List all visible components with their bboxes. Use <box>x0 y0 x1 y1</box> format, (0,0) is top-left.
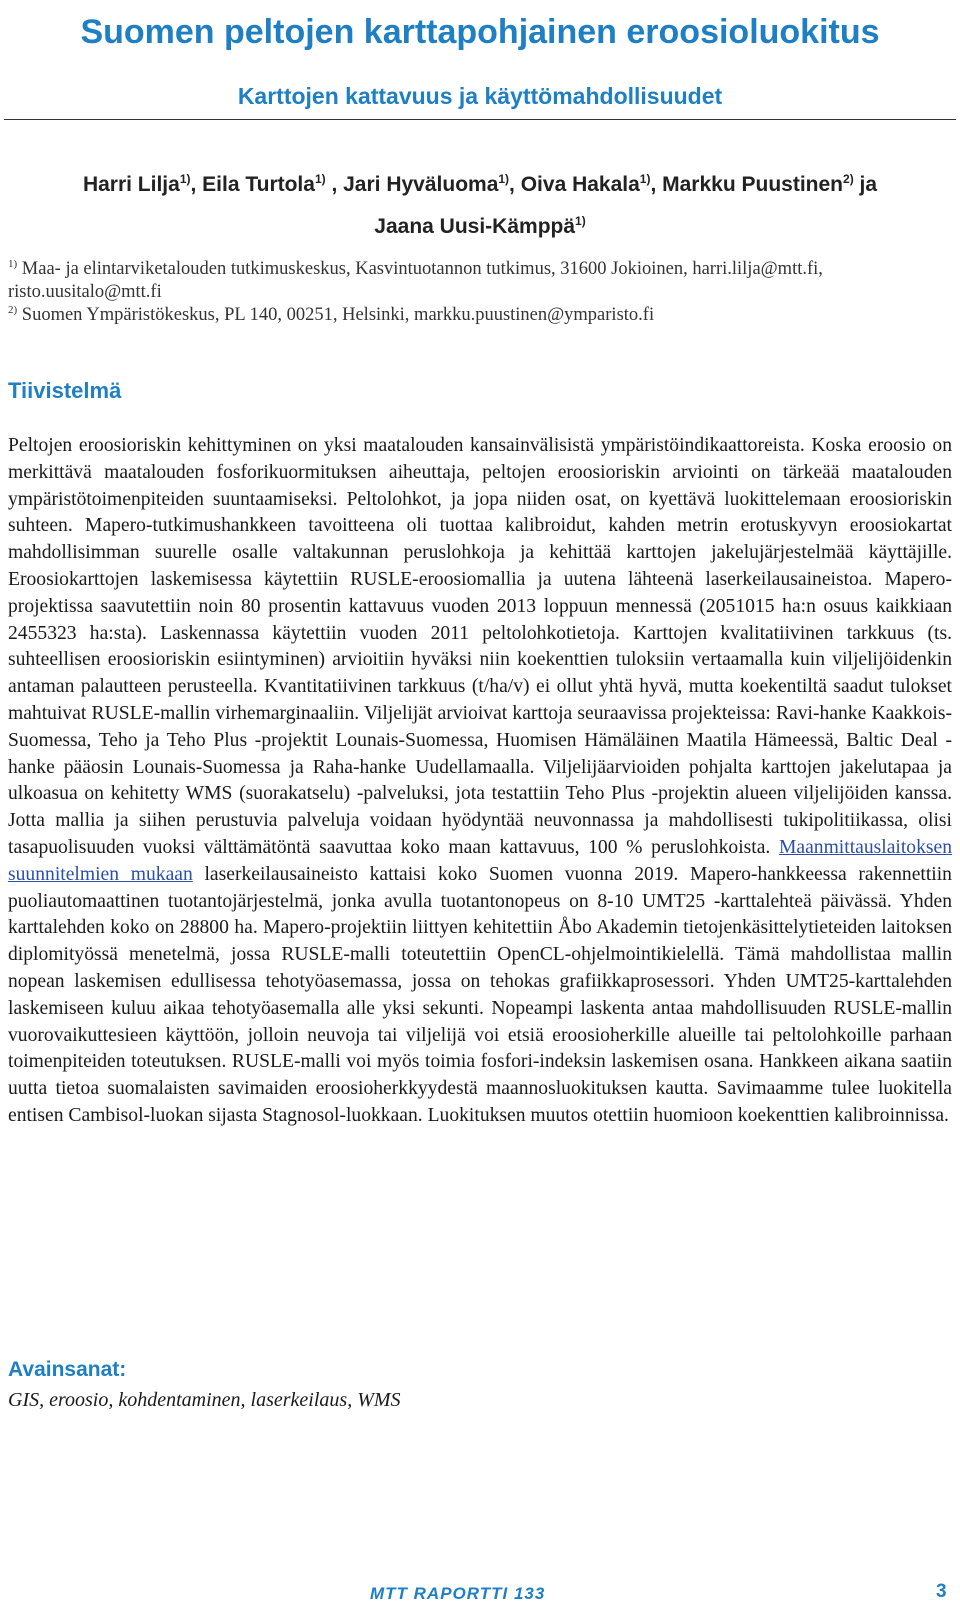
affiliation-mark: 1) <box>8 257 18 270</box>
author-list <box>0 164 960 248</box>
author-name: Jaana Uusi-Kämppä <box>374 215 576 238</box>
author-affiliation-mark: 1) <box>498 172 510 186</box>
affiliation-2 <box>8 304 948 327</box>
affiliation-text: Suomen Ympäristökeskus, PL 140, 00251, Helsinki, markku.puustinen@ymparisto.fi <box>17 305 655 325</box>
page-number: 3 <box>936 1581 947 1602</box>
author-affiliation-mark: 1) <box>179 172 191 186</box>
author-affiliation-mark: 2) <box>843 172 854 186</box>
affiliation-mark: 2) <box>8 303 18 316</box>
abstract-text: Peltojen eroosioriskin kehittyminen on yksi maatalouden kansainvälisistä ympäristöindikaattoreista. Koska eroosio on merkittävä maatalouden fosforikuormituksen aiheuttaja, peltojen eroosioriskin arviointi on tärkeää maatalouden ympäristötoimenpiteiden suuntaamiseksi. Peltolohkot, ja jopa niiden osat, on kyettävä luokittelemaan eroosioriskin suhteen. Mapero-tutkimushankkeen tavoitteena oli tuottaa kalibroidut, kahden metrin erotuskyvyn eroosiokartat mahdollisimman suurelle osalle valtakunnan peruslohkoja ja kehittää karttojen jakelujärjestelmää käyttäjille. Eroosiokarttojen laskemisessa käytettiin RUSLE-eroosiomallia ja uutena lähteenä laserkeilausaineistoa. Mapero-projektissa saavutettiin noin 80 prosentin kattavuus vuoden 2013 loppuun mennessä (2051015 ha:n osuus kaikkiaan 2455323 ha:sta). Laskennassa käytettiin vuoden 2011 peltolohkotietoja. Karttojen kvalitatiivinen tarkkuus (ts. suhteellisen eroosioriskin esiintyminen) arvioitiin hyväksi niin koekenttien tuloksiin vertaamalla kuin viljelijöidenkin antaman palautteen perusteella. Kvantitatiivinen tarkkuus (t/ha/v) ei ollut yhtä hyvä, mutta koekentiltä saadut tulokset mahtuivat RUSLE-mallin virhemarginaaliin. Viljelijät arvioivat karttoja seuraavissa projekteissa: Ravi-hanke Kaakkois-Suomessa, Teho ja Teho Plus -projektit Lounais-Suomessa, Huomisen Hämäläinen Maatila Hämeessä, Baltic Deal -hanke pääosin Lounais-Suomessa ja Raha-hanke Uudellamaalla. Viljelijäarvioiden pohjalta karttojen jakelutapaa ja ulkoasua on kehitetty WMS (suorakatselu) -palveluksi, jota testattiin Teho Plus -projektin alueen viljelijöiden kanssa. Jotta mallia ja siihen perustuvia palveluja voidaan hyödyntää neuvonnassa ja mahdollisesti tukipolitiikassa, olisi tasapuolisuuden vuoksi välttämätöntä saavuttaa koko maan kattavuus, 100 % peruslohkoista. <box>8 435 952 858</box>
keywords-heading: Avainsanat: <box>8 1358 127 1381</box>
affiliation-text: Maa- ja elintarviketalouden tutkimuskeskus, Kasvintuotannon tutkimus, 31600 Jokioinen, harri.lilja@mtt.fi, risto.uusitalo@mtt.fi <box>8 259 823 302</box>
author-name: , Eila Turtola <box>190 173 315 196</box>
abstract-body <box>8 433 952 1130</box>
affiliations <box>8 258 948 327</box>
author-name: Harri Lilja <box>82 173 180 196</box>
paper-title: Suomen peltojen karttapohjainen eroosioluokitus <box>80 13 880 51</box>
author-line-1 <box>0 164 960 206</box>
author-affiliation-mark: 1) <box>575 214 586 228</box>
header-divider <box>4 119 956 120</box>
author-conjunction: ja <box>853 173 878 196</box>
author-affiliation-mark: 1) <box>639 172 651 186</box>
keywords-text: GIS, eroosio, kohdentaminen, laserkeilaus, WMS <box>8 1389 401 1411</box>
affiliation-1 <box>8 258 948 304</box>
author-name: , Oiva Hakala <box>509 173 640 196</box>
abstract-text: laserkeilausaineisto kattaisi koko Suomen vuonna 2019. Mapero-hankkeessa rakennettiin puoliautomaattinen tuotantojärjestelmä, jonka avulla tuotantonopeus on 8-10 UMT25 -karttalehteä päivässä. Yhden karttalehden koko on 28800 ha. Mapero-projektiin liittyen kehitettiin Åbo Akademin tietojenkäsittelytieteiden laitoksen diplomityössä menetelmä, jossa RUSLE-malli toteutettiin OpenCL-ohjelmointikielellä. Tämä mahdollistaa mallin nopean laskemisen edullisessa tehotyöasemassa, jossa on tehokas grafiikkaprosessori. Yhden UMT25-karttalehden laskemiseen kuluu aikaa tehotyöasemalla alle yksi sekunti. Nopeampi laskenta antaa mahdollisuuden RUSLE-mallin vuorovaikuttesieen käyttöön, jolloin neuvoja tai viljelijä voi etsiä eroosioherkille alueille tai peltolohkoille parhaan toimenpiteiden toteutuksen. RUSLE-malli voi myös toimia fosfori-indeksin laskemisen osana. Hankkeen aikana saatiin uutta tietoa suomalaisten savimaiden eroosioherkkyydestä maannosluokituksen kautta. Savimaamme tulee luokitella entisen Cambisol-luokan sijasta Stagnosol-luokkaan. Luokituksen muutos otettiin huomioon koekenttien kalibroinnissa. <box>8 863 952 1126</box>
abstract-heading: Tiivistelmä <box>8 378 122 403</box>
paper-subtitle: Karttojen kattavuus ja käyttömahdollisuudet <box>237 83 723 109</box>
author-name: , Markku Puustinen <box>650 173 844 196</box>
author-name: , Jari Hyväluoma <box>325 173 499 196</box>
author-affiliation-mark: 1) <box>314 172 326 186</box>
footer-report-label: MTT RAPORTTI 133 <box>370 1584 546 1603</box>
author-line-2 <box>0 206 960 248</box>
mml-plans-link[interactable]: Maanmittauslaitoksen suunnitelmien mukaan <box>8 836 952 885</box>
